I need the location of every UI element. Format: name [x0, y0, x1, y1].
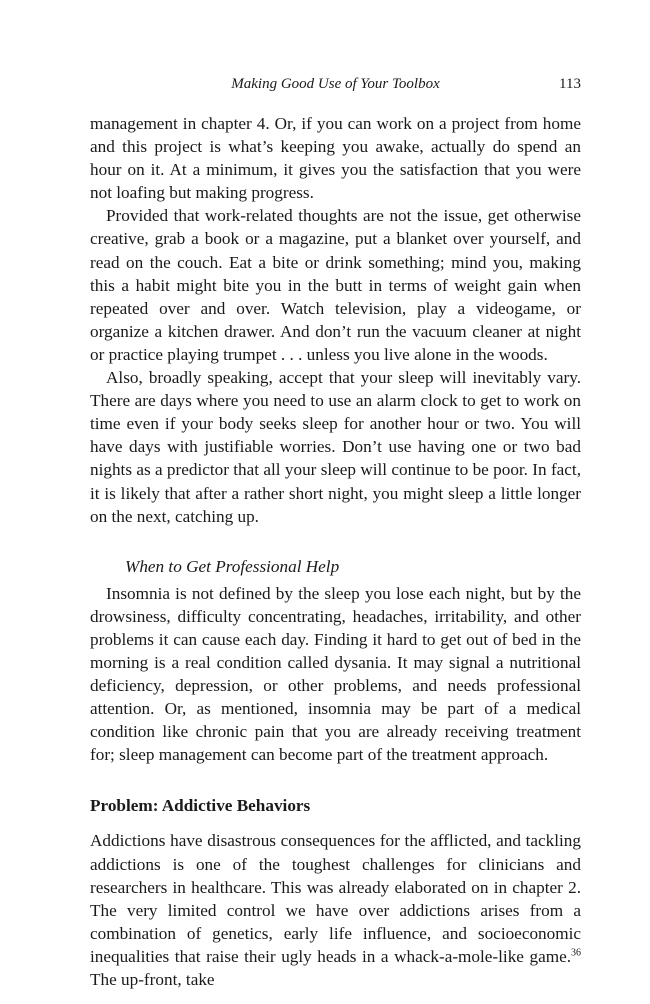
paragraph-text: The up-front, take — [90, 970, 215, 989]
paragraph: Provided that work-related thoughts are not the issue, get otherwise creative, grab a book or a magazine, put a blanket over yourself, and read on the couch. Eat a bite or drink something; mind you, making this a habit might bite you in the butt in terms of weight gain when repeated over and over. Watch television, play a videogame, or organize a kitchen drawer. And don’t run the vacuum cleaner at night or practice playing trumpet . . . unless you live alone in the woods. — [90, 206, 581, 364]
paragraph-continued: management in chapter 4. Or, if you can work on a project from home and this project is what’s keeping you awake, actually do spend an hour on it. At a minimum, it gives you the satisfaction that you were not loafing but making progress. — [90, 114, 581, 203]
book-page — [90, 68, 581, 991]
page-number: 113 — [559, 76, 581, 92]
paragraph: Also, broadly speaking, accept that your sleep will inevitably vary. There are days where you need to use an alarm clock to get to work on time even if your body seeks sleep for another hour or two. You will have days with justifiable worries. Don’t use having one or two bad nights as a predictor that all your sleep will continue to be poor. In fact, it is likely that after a rather short night, you might sleep a little longer on the next, catching up. — [90, 368, 581, 526]
paragraph-text: Addictions have disastrous consequences for the afflicted, and tackling addictions is one of the toughest challenges for clinicians and researchers in healthcare. This was already elaborated on in chapter 2. The very limited control we have over addictions arises from a combination of genetics, early life influence, and socioeconomic inequalities that raise their ugly heads in a whack-a-mole-like game. — [90, 831, 581, 966]
section-heading: Problem: Addictive Behaviors — [90, 796, 311, 816]
running-head — [90, 68, 581, 98]
paragraph: Insomnia is not defined by the sleep you lose each night, but by the drowsiness, difficulty concentrating, headaches, irritability, and other problems it can cause each day. Finding it hard to get out of bed in the morning is a real condition called dysania. It may signal a nutritional deficiency, depression, or other problems, and needs professional attention. Or, as mentioned, insomnia may be part of a medical condition like chronic pain that you are already receiving treatment for; sleep management can become part of the treatment approach. — [90, 583, 581, 765]
body-text — [90, 112, 581, 991]
paragraph — [90, 829, 581, 991]
running-title: Making Good Use of Your Toolbox — [231, 76, 440, 92]
footnote-reference[interactable]: 36 — [571, 947, 581, 959]
subsection-heading: When to Get Professional Help — [125, 556, 340, 576]
